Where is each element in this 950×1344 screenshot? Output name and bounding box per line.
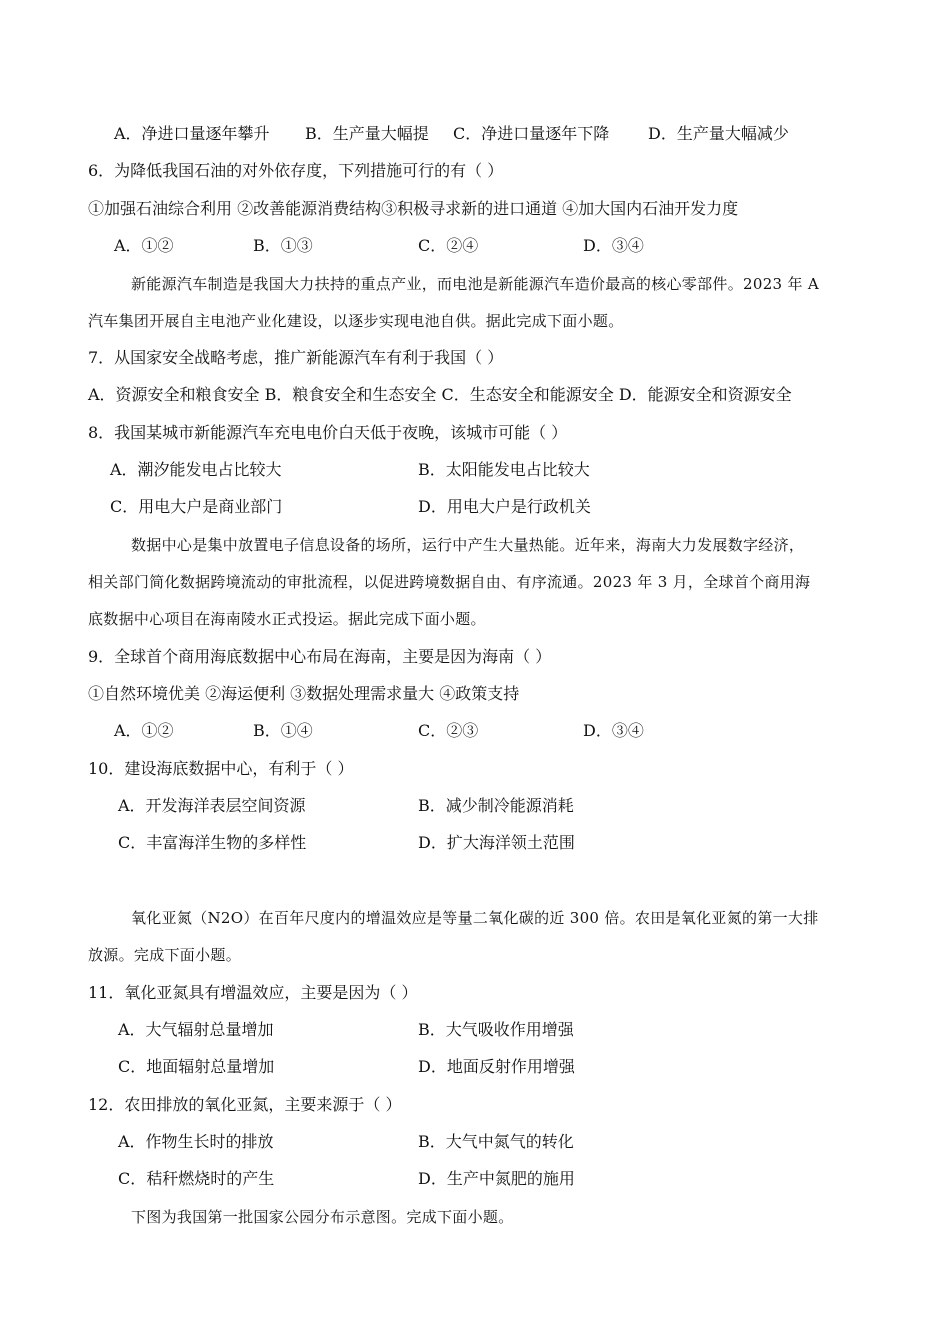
q12-option-d: D．生产中氮肥的施用 [418,1169,575,1188]
passage-dc-line-2: 相关部门简化数据跨境流动的审批流程，以促进跨境数据自由、有序流通。2023 年 3 月，全球首个商用海 [88,573,811,591]
q6-option-b: B．①③ [253,236,313,255]
passage-ev-line-1: 新能源汽车制造是我国大力扶持的重点产业，而电池是新能源汽车造价最高的核心零部件。2023 年 A [131,275,819,293]
passage-dc-line-1: 数据中心是集中放置电子信息设备的场所，运行中产生大量热能。近年来，海南大力发展数字经济， [131,536,805,554]
passage-n2o-line-2: 放源。完成下面小题。 [88,946,242,964]
q5-option-c: C．净进口量逐年下降 [453,124,610,143]
q10-option-a: A．开发海洋表层空间资源 [118,796,306,815]
passage-ev-line-2: 汽车集团开展自主电池产业化建设，以逐步实现电池自供。据此完成下面小题。 [88,312,624,330]
q12-option-b: B．大气中氮气的转化 [418,1132,574,1151]
q5-option-a: A．净进口量逐年攀升 [114,124,270,143]
q8-option-b: B．太阳能发电占比较大 [418,460,590,479]
passage-n2o-line-1: 氧化亚氮（N2O）在百年尺度内的增温效应是等量二氧化碳的近 300 倍。农田是氧化亚氮的第一大排 [131,909,819,927]
q6-items: ①加强石油综合利用 ②改善能源消费结构③积极寻求新的进口通道 ④加大国内石油开发力度 [88,199,739,218]
q11-stem: 11．氧化亚氮具有增温效应，主要是因为（ ） [88,983,418,1002]
q11-option-b: B．大气吸收作用增强 [418,1020,574,1039]
q9-option-c: C．②③ [418,721,479,740]
q11-option-c: C．地面辐射总量增加 [118,1057,275,1076]
q11-option-a: A．大气辐射总量增加 [118,1020,274,1039]
q6-stem: 6．为降低我国石油的对外依存度，下列措施可行的有（ ） [88,161,504,180]
q10-option-c: C．丰富海洋生物的多样性 [118,833,307,852]
q10-option-b: B．减少制冷能源消耗 [418,796,574,815]
q8-stem: 8．我国某城市新能源汽车充电电价白天低于夜晚，该城市可能（ ） [88,423,568,442]
q7-stem: 7．从国家安全战略考虑，推广新能源汽车有利于我国（ ） [88,348,504,367]
q6-option-d: D．③④ [583,236,644,255]
q8-option-d: D．用电大户是行政机关 [418,497,591,516]
q6-option-c: C．②④ [418,236,479,255]
q9-option-a: A．①② [114,721,174,740]
q10-option-d: D．扩大海洋领土范围 [418,833,575,852]
q8-option-c: C．用电大户是商业部门 [110,497,283,516]
q5-option-d: D．生产量大幅减少 [648,124,789,143]
q9-option-b: B．①④ [253,721,313,740]
q12-stem: 12．农田排放的氧化亚氮，主要来源于（ ） [88,1095,402,1114]
q12-option-a: A．作物生长时的排放 [118,1132,274,1151]
q5-option-b: B．生产量大幅提 [305,124,429,143]
q9-items: ①自然环境优美 ②海运便利 ③数据处理需求量大 ④政策支持 [88,684,520,703]
q12-option-c: C．秸秆燃烧时的产生 [118,1169,275,1188]
q8-option-a: A．潮汐能发电占比较大 [110,460,282,479]
q10-stem: 10．建设海底数据中心，有利于（ ） [88,759,354,778]
q11-option-d: D．地面反射作用增强 [418,1057,575,1076]
q7-options: A．资源安全和粮食安全 B．粮食安全和生态安全 C．生态安全和能源安全 D．能源安全和资源安全 [88,385,792,404]
q9-stem: 9．全球首个商用海底数据中心布局在海南，主要是因为海南（ ） [88,647,552,666]
passage-park: 下图为我国第一批国家公园分布示意图。完成下面小题。 [131,1208,514,1226]
passage-dc-line-3: 底数据中心项目在海南陵水正式投运。据此完成下面小题。 [88,610,486,628]
q6-option-a: A．①② [114,236,174,255]
q9-option-d: D．③④ [583,721,644,740]
